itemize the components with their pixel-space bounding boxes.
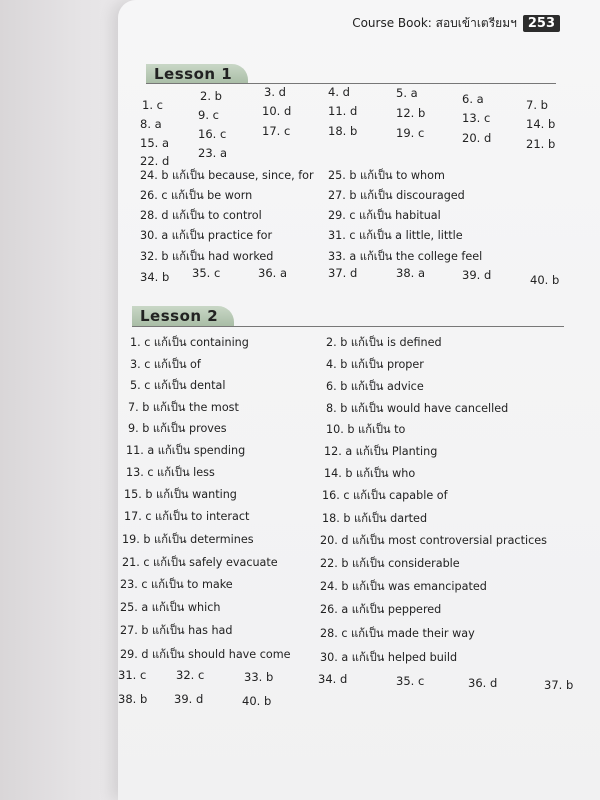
answer-item: 32. c [176,668,205,682]
answer-item: 14. b [526,117,556,131]
lesson-1-title: Lesson 1 [146,64,248,84]
correction-item: 1. c แก้เป็น containing [130,336,249,349]
correction-item: 17. c แก้เป็น to interact [124,510,250,523]
answer-item: 15. a [140,136,169,150]
correction-item: 30. a แก้เป็น helped build [320,651,458,664]
answer-item: 16. c [198,127,227,141]
correction-item: 8. b แก้เป็น would have cancelled [326,402,509,415]
answer-item: 39. d [462,268,492,282]
correction-item: 30. a แก้เป็น practice for [140,229,273,242]
correction-item: 5. c แก้เป็น dental [130,379,226,392]
correction-item: 20. d แก้เป็น most controversial practices [320,534,547,547]
answer-item: 38. a [396,266,425,280]
course-label: Course Book: สอบเข้าเตรียมฯ [352,16,517,30]
correction-item: 28. d แก้เป็น to control [140,209,262,222]
correction-item: 2. b แก้เป็น is defined [326,336,442,349]
correction-item: 25. b แก้เป็น to whom [328,169,445,182]
answer-item: 8. a [140,117,162,131]
correction-item: 9. b แก้เป็น proves [128,422,227,435]
answer-item: 40. b [530,273,560,287]
answer-item: 7. b [526,98,548,112]
answer-item: 33. b [244,670,274,684]
answer-item: 23. a [198,146,227,160]
answer-item: 37. d [328,266,358,280]
answer-item: 1. c [142,98,163,112]
correction-item: 6. b แก้เป็น advice [326,380,424,393]
answer-item: 36. a [258,266,287,280]
correction-item: 24. b แก้เป็น was emancipated [320,580,487,593]
answer-item: 3. d [264,85,286,99]
correction-item: 11. a แก้เป็น spending [126,444,246,457]
correction-item: 25. a แก้เป็น which [120,601,221,614]
answer-key-page [118,0,600,800]
answer-item: 35. c [396,674,425,688]
correction-item: 26. c แก้เป็น be worn [140,189,253,202]
answer-item: 18. b [328,124,358,138]
correction-item: 16. c แก้เป็น capable of [322,489,448,502]
answer-item: 31. c [118,668,147,682]
answer-item: 19. c [396,126,425,140]
answer-item: 35. c [192,266,221,280]
page-number: 253 [523,15,560,32]
answer-item: 39. d [174,692,204,706]
answer-item: 13. c [462,111,491,125]
correction-item: 22. b แก้เป็น considerable [320,557,460,570]
correction-item: 26. a แก้เป็น peppered [320,603,442,616]
correction-item: 27. b แก้เป็น discouraged [328,189,465,202]
answer-item: 9. c [198,108,219,122]
answer-item: 6. a [462,92,484,106]
answer-item: 38. b [118,692,148,706]
correction-item: 24. b แก้เป็น because, since, for [140,169,314,182]
answer-item: 2. b [200,89,222,103]
correction-item: 27. b แก้เป็น has had [120,624,233,637]
answer-item: 34. d [318,672,348,686]
answer-item: 5. a [396,86,418,100]
answer-item: 4. d [328,85,350,99]
answer-item: 20. d [462,131,492,145]
answer-item: 12. b [396,106,426,120]
lesson-1-rule [146,83,556,84]
correction-item: 23. c แก้เป็น to make [120,578,233,591]
answer-item: 36. d [468,676,498,690]
correction-item: 21. c แก้เป็น safely evacuate [122,556,278,569]
answer-item: 17. c [262,124,291,138]
correction-item: 19. b แก้เป็น determines [122,533,254,546]
correction-item: 10. b แก้เป็น to [326,423,406,436]
correction-item: 4. b แก้เป็น proper [326,358,424,371]
answer-item: 34. b [140,270,170,284]
correction-item: 33. a แก้เป็น the college feel [328,250,483,263]
correction-item: 18. b แก้เป็น darted [322,512,428,525]
correction-item: 29. c แก้เป็น habitual [328,209,441,222]
answer-item: 10. d [262,104,292,118]
correction-item: 29. d แก้เป็น should have come [120,648,291,661]
page-header [352,14,560,33]
answer-item: 37. b [544,678,574,692]
answer-item: 11. d [328,104,358,118]
correction-item: 12. a แก้เป็น Planting [324,445,438,458]
correction-item: 13. c แก้เป็น less [126,466,215,479]
correction-item: 32. b แก้เป็น had worked [140,250,274,263]
correction-item: 14. b แก้เป็น who [324,467,416,480]
lesson-2-title: Lesson 2 [132,306,234,326]
correction-item: 31. c แก้เป็น a little, little [328,229,463,242]
answer-item: 22. d [140,154,170,168]
correction-item: 15. b แก้เป็น wanting [124,488,237,501]
answer-item: 21. b [526,137,556,151]
correction-item: 3. c แก้เป็น of [130,358,201,371]
correction-item: 28. c แก้เป็น made their way [320,627,475,640]
answer-item: 40. b [242,694,272,708]
lesson-2-rule [132,326,564,327]
correction-item: 7. b แก้เป็น the most [128,401,239,414]
